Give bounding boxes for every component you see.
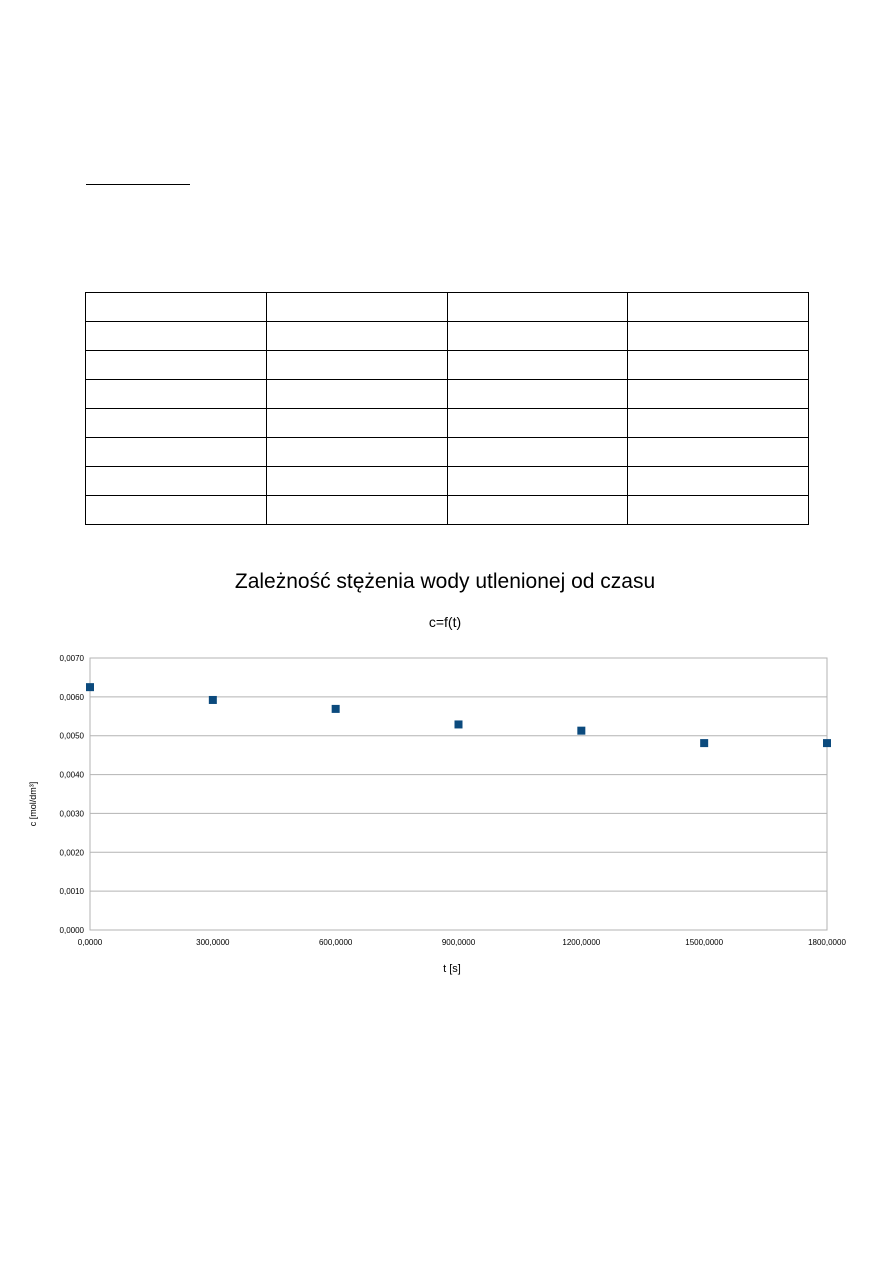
plot-area [90, 658, 827, 930]
data-table-body [86, 293, 809, 525]
table-cell [628, 293, 809, 322]
table-cell [266, 322, 447, 351]
y-tick-label: 0,0030 [59, 809, 84, 819]
table-cell [447, 496, 628, 525]
table-cell [266, 496, 447, 525]
x-tick-label: 0,0000 [77, 938, 103, 947]
data-point [332, 705, 340, 713]
table-cell [86, 467, 267, 496]
x-tick-label: 300,0000 [196, 938, 230, 947]
table-cell [86, 409, 267, 438]
x-axis-label: t [s] [443, 963, 461, 975]
table-row [86, 293, 809, 322]
table-cell [447, 467, 628, 496]
x-tick-label: 1500,0000 [685, 938, 724, 947]
table-row [86, 467, 809, 496]
table-cell [86, 293, 267, 322]
heading-underline [86, 184, 190, 185]
table-row [86, 380, 809, 409]
y-tick-label: 0,0000 [59, 926, 84, 935]
y-tick-label: 0,0050 [59, 731, 84, 741]
table-cell [447, 380, 628, 409]
x-tick-label: 1200,0000 [562, 938, 601, 947]
table-cell [266, 351, 447, 380]
table-cell [266, 293, 447, 322]
table-cell [266, 380, 447, 409]
x-tick-label: 900,0000 [441, 938, 476, 947]
y-tick-label: 0,0040 [59, 770, 84, 780]
y-tick-label: 0,0060 [59, 692, 84, 702]
data-point [455, 720, 463, 728]
table-cell [86, 438, 267, 467]
y-axis-label: c [mol/dm³] [28, 781, 38, 827]
data-table [85, 292, 809, 525]
x-tick-label: 1800,0000 [808, 938, 846, 947]
table-cell [266, 438, 447, 467]
chart-title: Zależność stężenia wody utlenionej od czasu [234, 570, 656, 593]
table-cell [628, 409, 809, 438]
table-cell [447, 322, 628, 351]
table-cell [447, 409, 628, 438]
table-cell [447, 293, 628, 322]
table-cell [628, 351, 809, 380]
chart-subtitle: c=f(t) [428, 614, 462, 630]
table-row [86, 322, 809, 351]
table-row [86, 438, 809, 467]
data-point [577, 727, 585, 735]
table-cell [628, 496, 809, 525]
table-cell [628, 380, 809, 409]
concentration-time-chart [0, 560, 893, 990]
table-cell [628, 467, 809, 496]
data-point [209, 696, 217, 704]
table-cell [447, 351, 628, 380]
x-axis-ticks [78, 938, 847, 947]
data-point [700, 739, 708, 747]
table-cell [628, 438, 809, 467]
table-row [86, 496, 809, 525]
table-cell [628, 322, 809, 351]
y-tick-label: 0,0010 [59, 887, 84, 897]
table-cell [266, 467, 447, 496]
table-row [86, 351, 809, 380]
table-cell [447, 438, 628, 467]
data-point [86, 683, 94, 691]
y-tick-label: 0,0020 [59, 848, 84, 858]
table-cell [86, 351, 267, 380]
y-tick-label: 0,0070 [59, 654, 84, 663]
table-cell [86, 496, 267, 525]
data-point [823, 739, 831, 747]
x-tick-label: 600,0000 [318, 938, 353, 947]
y-axis-ticks [60, 654, 85, 935]
table-cell [266, 409, 447, 438]
table-row [86, 409, 809, 438]
table-cell [86, 322, 267, 351]
table-cell [86, 380, 267, 409]
